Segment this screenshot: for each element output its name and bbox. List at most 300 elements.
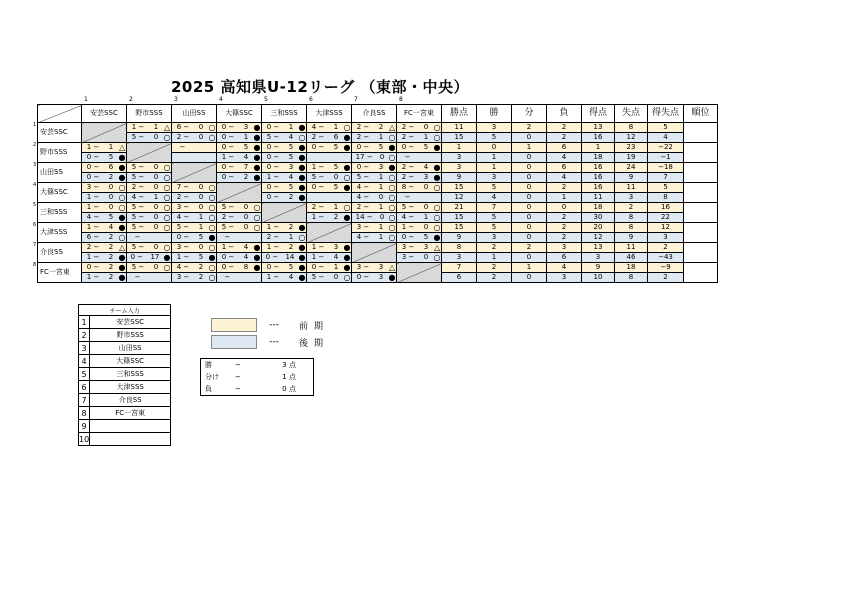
score-against: 1	[108, 143, 114, 151]
points-result: 分け	[201, 371, 232, 383]
team-name: 大津SSS	[40, 228, 68, 236]
result-mark: ●	[298, 153, 306, 162]
stat-cell: 20	[582, 223, 615, 233]
score: 4 −	[401, 213, 415, 221]
score: 1 −	[311, 243, 325, 251]
score-against: 5	[288, 153, 294, 161]
result-mark: ○	[163, 263, 171, 272]
team-row-second-half	[38, 233, 718, 243]
team-name-cell	[33, 202, 82, 223]
score-against: 14	[285, 253, 295, 261]
team-row-first-half	[38, 143, 718, 153]
first-half-swatch	[211, 318, 257, 332]
score-against: 4	[243, 253, 249, 261]
match-result-cell	[172, 133, 217, 143]
team-row-first-half	[38, 123, 718, 133]
score: 0 −	[221, 143, 235, 151]
score: 17 −	[355, 153, 373, 161]
result-mark: ●	[433, 233, 441, 242]
result-mark: ○	[163, 213, 171, 222]
score-against: 8	[243, 263, 249, 271]
match-result-cell	[397, 143, 442, 153]
match-result-cell	[262, 173, 307, 183]
score: 3 −	[356, 223, 370, 231]
score: 2 −	[311, 203, 325, 211]
score-against: 0	[243, 223, 249, 231]
score-against: 4	[288, 173, 294, 181]
team-entry-row	[79, 394, 171, 407]
score-against: 0	[108, 203, 114, 211]
score-against: 1	[333, 263, 339, 271]
stat-column-header: 分	[512, 105, 547, 123]
stat-cell: 0	[477, 143, 512, 153]
match-result-cell	[172, 203, 217, 213]
match-result-cell	[82, 243, 127, 253]
match-result-cell	[127, 233, 172, 243]
score: 4 −	[356, 193, 370, 201]
score: 0 −	[221, 133, 235, 141]
score-against: 5	[288, 143, 294, 151]
points-dash: −	[231, 383, 265, 396]
match-result-cell	[172, 253, 217, 263]
result-mark: ●	[298, 243, 306, 252]
entry-team-name: 野市SSS	[90, 329, 171, 342]
stat-cell: 11	[442, 123, 477, 133]
diagonal-cell	[127, 143, 172, 163]
entry-team-name: 三和SSS	[90, 368, 171, 381]
stat-cell: 0	[512, 223, 547, 233]
match-result-cell	[262, 193, 307, 203]
row-number: 5	[33, 202, 37, 208]
result-mark: ●	[253, 123, 261, 132]
stat-cell: 16	[582, 173, 615, 183]
match-result-cell	[82, 233, 127, 243]
stat-cell: 0	[512, 193, 547, 203]
result-mark: ●	[343, 253, 351, 262]
match-result-cell	[172, 123, 217, 133]
stat-cell: 2	[615, 203, 648, 213]
score: 5 −	[131, 163, 145, 171]
points-dash: −	[231, 359, 265, 372]
match-result-cell	[262, 133, 307, 143]
result-mark: ●	[343, 213, 351, 222]
team-row-first-half	[38, 163, 718, 173]
team-row-first-half	[38, 223, 718, 233]
score: 1 −	[221, 243, 235, 251]
stat-cell: 24	[615, 163, 648, 173]
legend-first-half	[211, 318, 329, 332]
match-result-cell	[307, 123, 352, 133]
stat-cell: 1	[512, 263, 547, 273]
result-mark: ○	[253, 213, 261, 222]
score: 4 −	[311, 123, 325, 131]
stat-cell: 7	[442, 263, 477, 273]
stat-cell: 15	[442, 183, 477, 193]
stat-column-header: 順位	[684, 105, 718, 123]
league-table	[33, 104, 718, 283]
team-name: 安芸SSC	[40, 128, 68, 136]
stat-cell: 1	[547, 193, 582, 203]
column-number: 6	[309, 96, 313, 103]
team-column-header: 大津SSS	[307, 105, 352, 123]
stat-cell: 5	[648, 123, 684, 133]
stat-cell: 10	[582, 273, 615, 283]
stat-cell: 5	[648, 183, 684, 193]
stat-cell: 7	[648, 173, 684, 183]
match-result-cell	[352, 193, 397, 203]
result-mark: ○	[343, 123, 351, 132]
result-mark: ○	[208, 223, 216, 232]
team-entry-row	[79, 329, 171, 342]
match-result-cell	[217, 123, 262, 133]
result-mark: ○	[118, 233, 126, 242]
rank-cell	[684, 123, 718, 143]
score-against: 2	[108, 263, 114, 271]
stat-cell: 0	[512, 183, 547, 193]
score-against: 5	[243, 143, 249, 151]
score-against: 1	[333, 203, 339, 211]
match-result-cell	[127, 253, 172, 263]
score-against: 5	[288, 263, 294, 271]
match-result-cell	[262, 253, 307, 263]
match-result-cell	[127, 183, 172, 193]
entry-number: 6	[79, 381, 90, 394]
entry-number: 8	[79, 407, 90, 420]
rank-cell	[684, 243, 718, 263]
team-entry-row	[79, 316, 171, 329]
match-result-cell	[307, 183, 352, 193]
stat-cell: 9	[615, 173, 648, 183]
match-result-cell	[397, 133, 442, 143]
match-result-cell	[127, 263, 172, 273]
score-against: 0	[333, 173, 339, 181]
score: 3 −	[86, 183, 100, 191]
team-column-header: 介良SS	[352, 105, 397, 123]
score-against: 0	[153, 213, 159, 221]
score-against: 0	[198, 183, 204, 191]
score: 5 −	[131, 203, 145, 211]
score: 0 −	[356, 273, 370, 281]
match-result-cell	[172, 183, 217, 193]
stat-cell: −9	[648, 263, 684, 273]
score-against: 1	[423, 133, 429, 141]
match-result-cell	[397, 163, 442, 173]
score-against: 4	[288, 273, 294, 281]
match-result-cell	[82, 203, 127, 213]
match-result-cell	[352, 143, 397, 153]
stat-cell: 5	[477, 213, 512, 223]
stat-cell: 12	[582, 233, 615, 243]
stat-cell: −18	[648, 163, 684, 173]
score: 0 −	[401, 143, 415, 151]
score: 5 −	[176, 223, 190, 231]
stat-cell: 9	[615, 233, 648, 243]
score: 2 −	[221, 213, 235, 221]
entry-team-name: 大篠SSC	[90, 355, 171, 368]
stat-cell: 3	[477, 123, 512, 133]
result-mark: ○	[343, 173, 351, 182]
stat-cell: 3	[442, 153, 477, 163]
result-mark: ○	[343, 203, 351, 212]
result-mark: ○	[208, 263, 216, 272]
score: 5 −	[131, 133, 145, 141]
entry-team-name: 安芸SSC	[90, 316, 171, 329]
result-mark: ●	[298, 143, 306, 152]
points-result: 勝	[201, 359, 232, 372]
score: 4 −	[131, 193, 145, 201]
result-mark: ○	[433, 183, 441, 192]
team-name-cell	[33, 182, 82, 203]
match-result-cell	[352, 163, 397, 173]
result-mark: ○	[208, 193, 216, 202]
score-against: 2	[378, 123, 384, 131]
score-against: 1	[198, 213, 204, 221]
team-row-second-half	[38, 173, 718, 183]
stat-cell: 19	[615, 153, 648, 163]
rank-cell	[684, 143, 718, 163]
result-mark: ○	[298, 133, 306, 142]
stat-column-header: 負	[547, 105, 582, 123]
stat-cell: 13	[582, 243, 615, 253]
entry-team-name: 介良SS	[90, 394, 171, 407]
score-against: 3	[243, 123, 249, 131]
match-result-cell	[397, 253, 442, 263]
match-result-cell	[172, 193, 217, 203]
result-mark: △	[433, 243, 441, 252]
score-against: 3	[423, 243, 429, 251]
match-result-cell	[307, 203, 352, 213]
stat-cell: 0	[547, 203, 582, 213]
score: 0 −	[221, 123, 235, 131]
score: 5 −	[131, 243, 145, 251]
rank-cell	[684, 223, 718, 243]
match-result-cell	[307, 143, 352, 153]
match-result-cell	[352, 153, 397, 163]
score-against: 5	[108, 153, 114, 161]
score-against: 5	[333, 183, 339, 191]
result-mark: ●	[298, 123, 306, 132]
match-result-cell	[217, 263, 262, 273]
stat-cell: 3	[547, 273, 582, 283]
result-mark: ○	[433, 123, 441, 132]
result-mark: ●	[118, 213, 126, 222]
score-against: 4	[333, 253, 339, 261]
result-mark: △	[118, 143, 126, 152]
match-result-cell	[172, 273, 217, 283]
stat-cell: 2	[512, 243, 547, 253]
stat-cell: 5	[477, 183, 512, 193]
score: 0 −	[356, 163, 370, 171]
entry-team-name: 山田SS	[90, 342, 171, 355]
score: 5 −	[356, 173, 370, 181]
result-mark: ●	[118, 263, 126, 272]
score-against: 4	[108, 223, 114, 231]
diagonal-cell	[352, 243, 397, 263]
entry-team-name: 大津SSS	[90, 381, 171, 394]
stat-cell: 8	[615, 273, 648, 283]
score: 5 −	[221, 223, 235, 231]
score: 5 −	[131, 263, 145, 271]
result-mark: ○	[163, 163, 171, 172]
team-row-first-half	[38, 203, 718, 213]
stat-cell: 18	[582, 203, 615, 213]
score: 4 −	[356, 183, 370, 191]
match-result-cell	[397, 213, 442, 223]
match-result-cell	[307, 163, 352, 173]
stat-cell: 3	[547, 243, 582, 253]
team-name-cell	[33, 122, 82, 143]
score-against: 2	[108, 173, 114, 181]
match-result-cell	[352, 123, 397, 133]
stat-cell: 9	[442, 233, 477, 243]
stat-cell: 6	[547, 143, 582, 153]
stat-column-header: 得失点	[648, 105, 684, 123]
score-against: 1	[378, 203, 384, 211]
team-name: 大篠SSC	[40, 188, 68, 196]
stat-cell: 4	[547, 153, 582, 163]
result-mark: ●	[433, 143, 441, 152]
stat-column-header: 勝	[477, 105, 512, 123]
result-mark: △	[118, 243, 126, 252]
score-against: 4	[288, 133, 294, 141]
result-mark: ●	[433, 163, 441, 172]
match-result-cell	[127, 273, 172, 283]
stat-cell: 3	[477, 173, 512, 183]
score: 1 −	[266, 273, 280, 281]
stat-cell: 16	[582, 183, 615, 193]
stat-cell: 21	[442, 203, 477, 213]
stat-cell: 15	[442, 133, 477, 143]
match-result-cell	[262, 163, 307, 173]
result-mark: ○	[388, 193, 396, 202]
stat-cell: 2	[477, 273, 512, 283]
score-against: 5	[378, 143, 384, 151]
page-title: 2025 高知県U-12リーグ （東部・中央）	[171, 78, 469, 96]
result-mark: ●	[253, 163, 261, 172]
score-against: 2	[288, 223, 294, 231]
match-result-cell	[262, 183, 307, 193]
match-result-cell	[82, 173, 127, 183]
match-result-cell	[262, 153, 307, 163]
score-against: 2	[333, 213, 339, 221]
score: 5 −	[131, 213, 145, 221]
result-mark: ○	[433, 213, 441, 222]
result-mark: ○	[118, 193, 126, 202]
score: −	[134, 273, 141, 281]
result-mark: ○	[208, 243, 216, 252]
match-result-cell	[352, 203, 397, 213]
stat-cell: 12	[615, 133, 648, 143]
match-result-cell	[352, 223, 397, 233]
result-mark: ●	[118, 253, 126, 262]
result-mark: ●	[208, 253, 216, 262]
result-mark: ○	[163, 173, 171, 182]
stat-cell: 0	[512, 253, 547, 263]
row-number: 6	[33, 222, 37, 228]
team-entry-header: チーム入力	[79, 305, 171, 316]
points-value: 3 点	[265, 359, 314, 372]
match-result-cell	[307, 213, 352, 223]
match-result-cell	[217, 173, 262, 183]
row-number: 8	[33, 262, 37, 268]
score-against: 0	[153, 263, 159, 271]
score: 3 −	[176, 273, 190, 281]
match-result-cell	[172, 153, 217, 163]
team-column-header: 安芸SSC	[82, 105, 127, 123]
match-result-cell	[352, 183, 397, 193]
match-result-cell	[262, 123, 307, 133]
legend-dash: ---	[269, 337, 279, 347]
result-mark: ●	[253, 173, 261, 182]
score: 0 −	[401, 233, 415, 241]
score: 0 −	[221, 163, 235, 171]
points-value: 0 点	[265, 383, 314, 396]
match-result-cell	[217, 133, 262, 143]
result-mark: ○	[163, 183, 171, 192]
match-result-cell	[82, 163, 127, 173]
team-entry-row	[79, 420, 171, 433]
match-result-cell	[82, 213, 127, 223]
rank-cell	[684, 163, 718, 183]
score-against: 0	[333, 273, 339, 281]
score: 0 −	[221, 263, 235, 271]
entry-number: 7	[79, 394, 90, 407]
result-mark: ○	[298, 233, 306, 242]
stat-cell: −22	[648, 143, 684, 153]
team-column-header: 野市SSS	[127, 105, 172, 123]
match-result-cell	[352, 213, 397, 223]
score-against: 2	[243, 173, 249, 181]
team-row-first-half	[38, 183, 718, 193]
result-mark: ●	[298, 263, 306, 272]
score-against: 1	[378, 133, 384, 141]
score: 1 −	[401, 223, 415, 231]
stat-cell: 13	[582, 123, 615, 133]
stat-cell: 9	[442, 173, 477, 183]
entry-number: 9	[79, 420, 90, 433]
score: 0 −	[86, 263, 100, 271]
stat-cell: 2	[547, 133, 582, 143]
stat-cell: 30	[582, 213, 615, 223]
stat-cell: 6	[442, 273, 477, 283]
score: 1 −	[266, 223, 280, 231]
stat-cell: 0	[512, 153, 547, 163]
team-row-second-half	[38, 213, 718, 223]
stat-cell: 2	[547, 223, 582, 233]
entry-number: 4	[79, 355, 90, 368]
entry-team-name	[90, 433, 171, 446]
result-mark: ○	[433, 133, 441, 142]
row-number: 1	[33, 122, 37, 128]
match-result-cell	[217, 203, 262, 213]
score-against: 0	[379, 213, 385, 221]
stat-cell: 2	[477, 263, 512, 273]
entry-number: 10	[79, 434, 90, 444]
score-against: 2	[288, 243, 294, 251]
result-mark: ●	[298, 223, 306, 232]
score-against: 1	[378, 223, 384, 231]
stat-cell: 1	[582, 143, 615, 153]
stat-cell: 5	[477, 223, 512, 233]
score: 0 −	[130, 253, 144, 261]
score: 7 −	[176, 183, 190, 191]
score-against: 3	[423, 173, 429, 181]
stat-cell: 2	[547, 233, 582, 243]
column-number: 2	[129, 96, 133, 103]
match-result-cell	[397, 203, 442, 213]
row-number: 2	[33, 142, 37, 148]
match-result-cell	[352, 173, 397, 183]
